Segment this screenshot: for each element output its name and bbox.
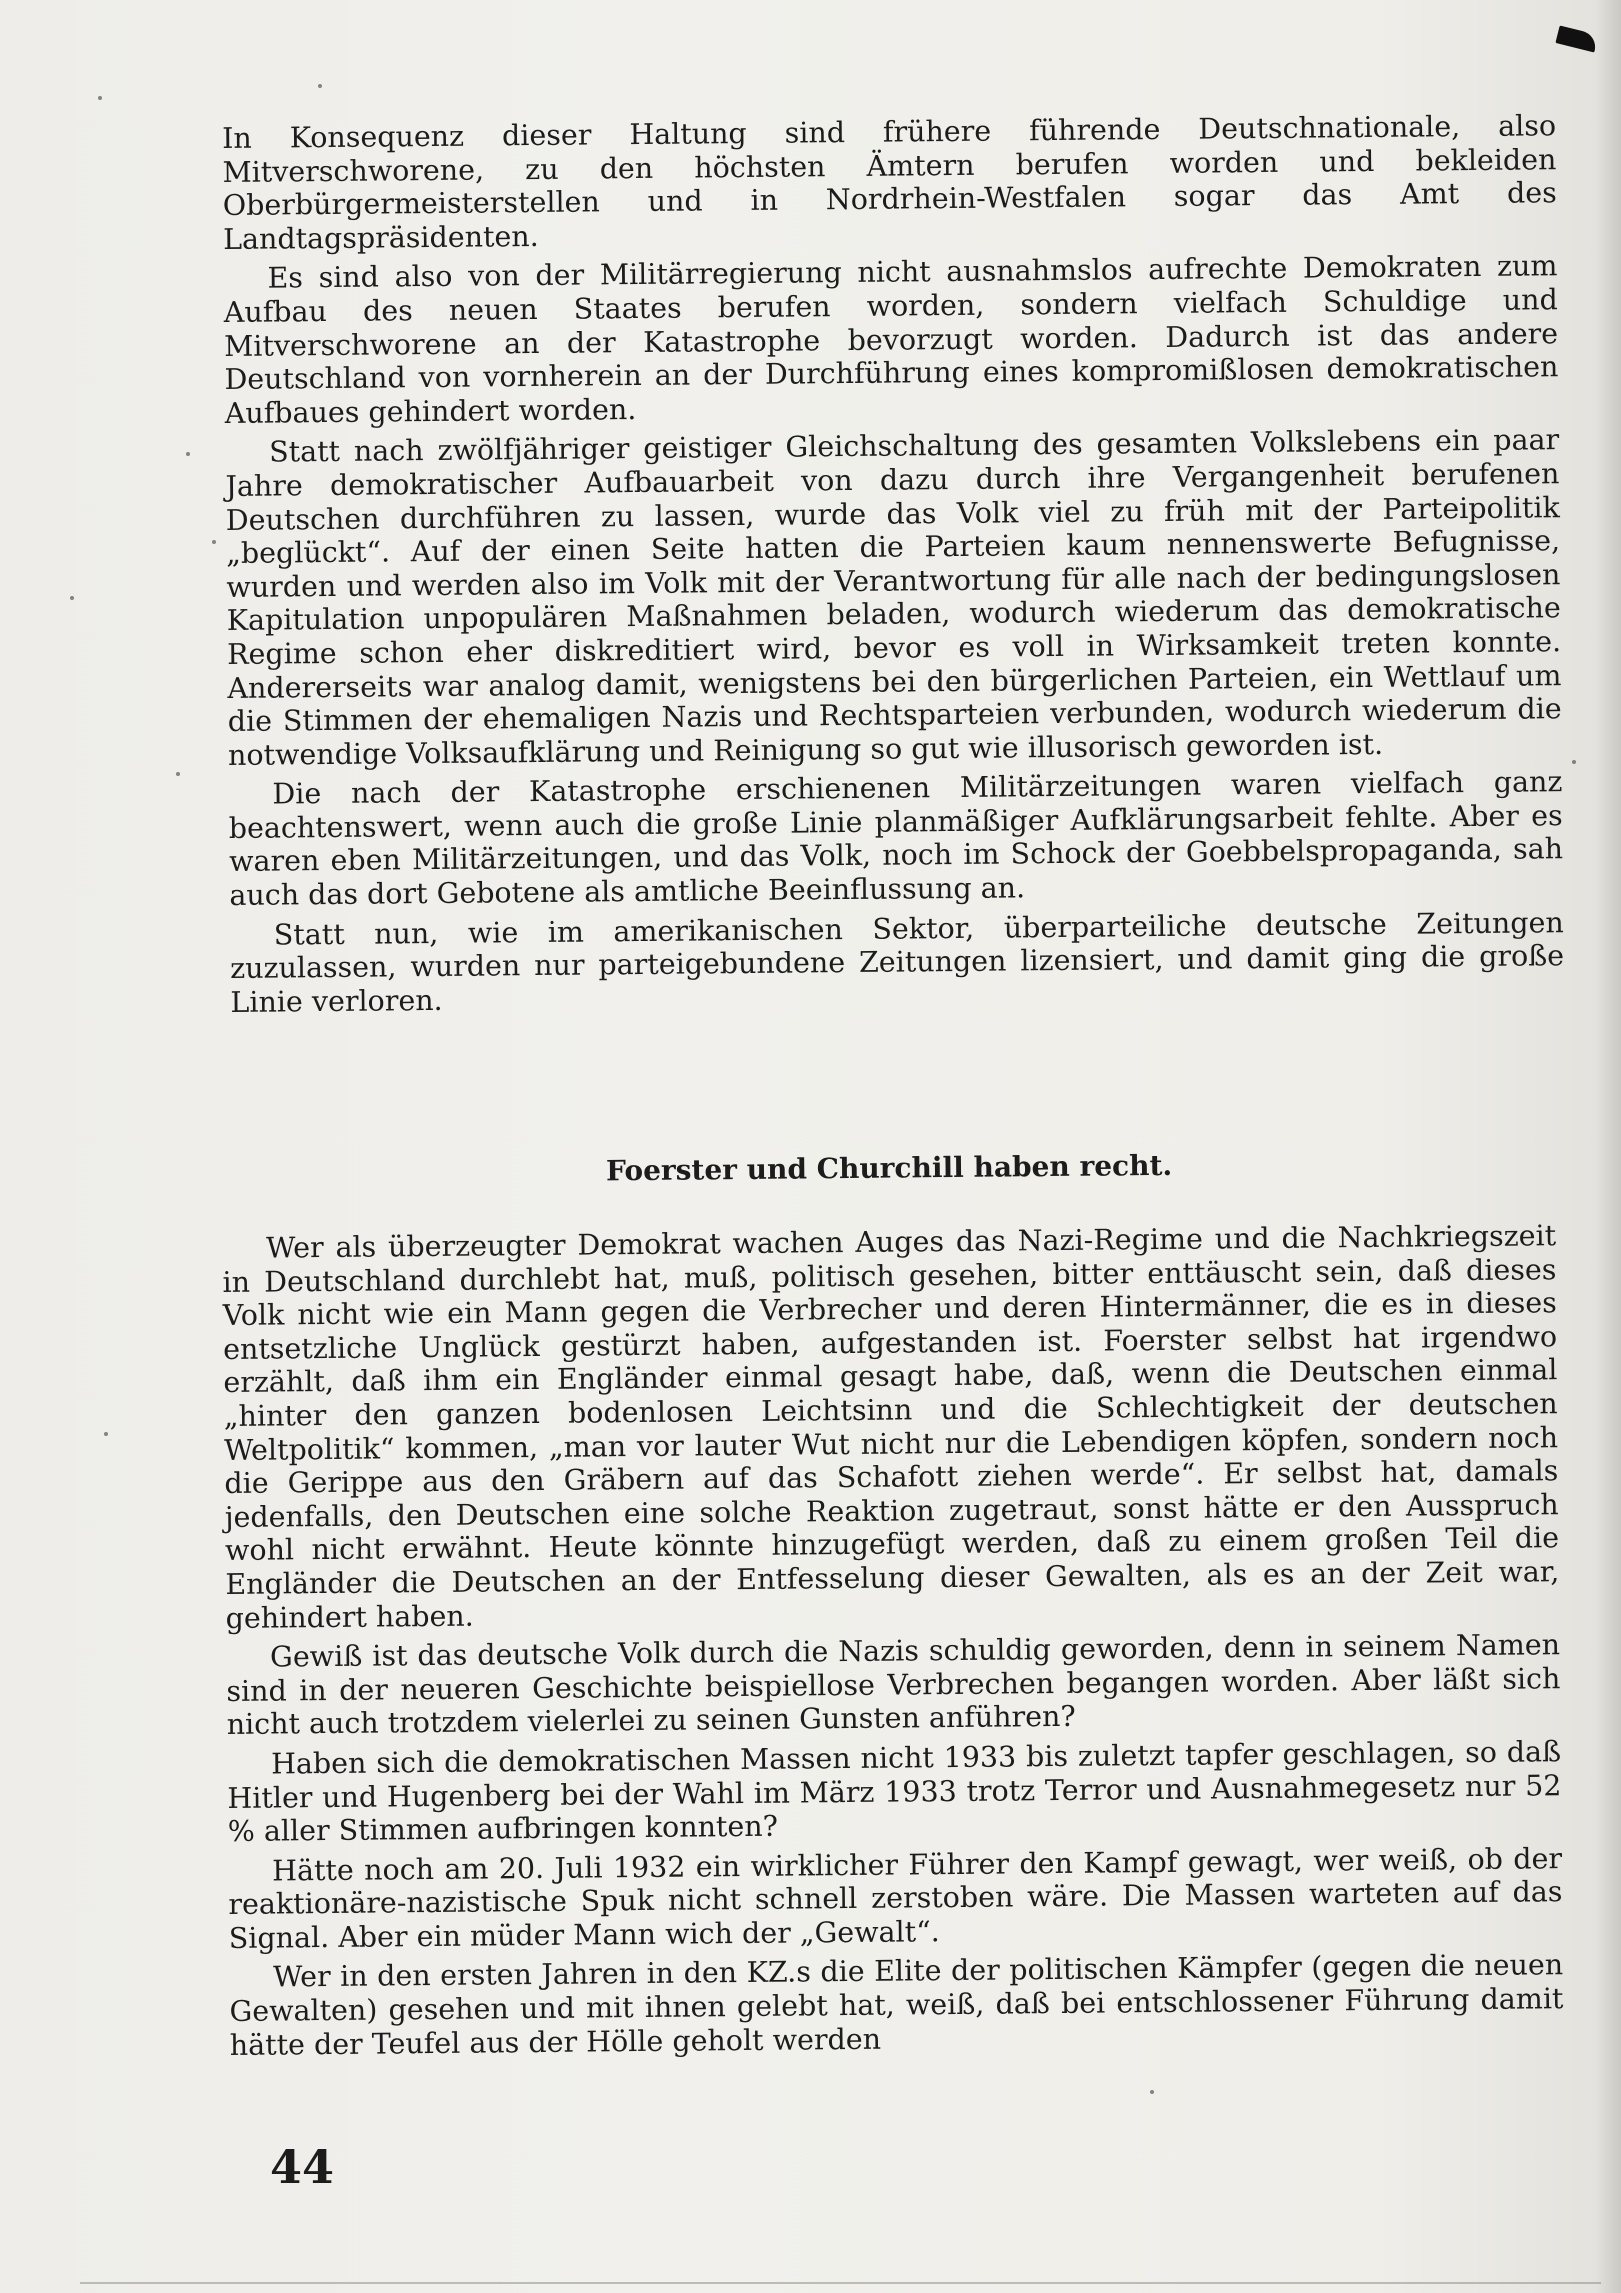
page-bottom-edge: [80, 2282, 1601, 2284]
paragraph: Die nach der Katastrophe erschienenen Militärzeitungen waren vielfach ganz beachtenswert, wenn auch die große Linie planmäßiger Aufklärungsarbeit fehlte. Aber es waren eben Militärzeitungen, und das Volk, noch im Schock der Goebbelspropaganda, sah auch das dort Gebotene als amtliche Beeinflussung an.: [228, 765, 1564, 913]
dust-speck: [70, 596, 74, 600]
dust-speck: [212, 540, 216, 544]
paragraph: Es sind also von der Militärregierung nicht ausnahmslos aufrechte Demokraten zum Aufbau des neuen Staates berufen worden, sondern vielfach Schuldige und Mitverschworene an der Katastrophe bevorzugt worden. Dadurch ist das andere Deutschland von vornherein an der Durchführung eines kompromißlosen demokratischen Aufbaues gehindert worden.: [223, 249, 1559, 430]
paragraph: Haben sich die demokratischen Massen nicht 1933 bis zuletzt tapfer geschlagen, so daß Hitler und Hugenberg bei der Wahl im März 1933 trotz Terror und Ausnahmegesetz nur 52 % aller Stimmen aufbringen konnten?: [227, 1735, 1562, 1849]
paragraph: Statt nach zwölfjähriger geistiger Gleichschaltung des gesamten Volkslebens ein paar Jahre demokratischer Aufbauarbeit von dazu durch ihre Vergangenheit berufenen Deutschen durchführen zu lassen, wurde das Volk viel zu früh mit der Parteipolitik „beglückt“. Auf der einen Seite hatten die Parteien kaum nennenswerte Befugnisse, wurden und werden also im Volk mit der Verantwortung für alle nach der bedingungslosen Kapitulation unpopulären Maßnahmen beladen, wodurch wiederum das demokratische Regime schon eher diskreditiert wird, bevor es voll in Wirksamkeit treten konnte. Andererseits war analog damit, wenigstens bei den bürgerlichen Parteien, ein Wettlauf um die Stimmen der ehemaligen Nazis und Rechtsparteien verbunden, wodurch wiederum die notwendige Volksaufklärung und Reinigung so gut wie illusorisch geworden ist.: [225, 423, 1562, 772]
text-section-1: [222, 109, 1565, 1025]
page-number: 44: [270, 2140, 335, 2194]
paragraph: Wer als überzeugter Demokrat wachen Auges das Nazi-Regime und die Nachkriegszeit in Deutschland durchlebt hat, muß, politisch gesehen, bitter enttäuscht sein, daß dieses Volk nicht wie ein Mann gegen die Verbrecher und deren Hintermänner, die es in dieses entsetzliche Unglück gestürzt haben, aufgestanden ist. Foerster selbst hat irgendwo erzählt, daß ihm ein Engländer einmal gesagt habe, daß, wenn die Deutschen einmal „hinter den ganzen bodenlosen Leichtsinn und die Schlechtigkeit der deutschen Weltpolitik“ kommen, „man vor lauter Wut nicht nur die Lebendigen köpfen, sondern noch die Gerippe aus den Gräbern auf das Schafott ziehen werde“. Er selbst hat, damals jedenfalls, den Deutschen eine solche Reaktion zugetraut, sonst hätte er den Ausspruch wohl nicht erwähnt. Heute könnte hinzugefügt werden, daß zu einem großen Teil die Engländer die Deutschen an der Entfesselung dieser Gewalten, als es an der Zeit war, gehindert haben.: [222, 1219, 1560, 1635]
paragraph: In Konsequenz dieser Haltung sind frühere führende Deutschnationale, also Mitverschworene, zu den höchsten Ämtern berufen worden und bekleiden Oberbürgermeisterstellen und in Nordrhein-Westfalen sogar das Amt des Landtagspräsidenten.: [222, 109, 1557, 256]
dust-speck: [1150, 2090, 1154, 2094]
paragraph: Gewiß ist das deutsche Volk durch die Nazis schuldig geworden, denn in seinem Namen sind in der neueren Geschichte beispiellose Verbrechen begangen worden. Aber läßt sich nicht auch trotzdem vielerlei zu seinen Gunsten anführen?: [226, 1628, 1561, 1742]
dust-speck: [318, 84, 322, 88]
paragraph: Wer in den ersten Jahren in den KZ.s die Elite der politischen Kämpfer (gegen die neuen Gewalten) gesehen und mit ihnen gelebt hat, weiß, daß bei entschlossener Führung damit hätte der Teufel aus der Hölle geholt werden: [229, 1948, 1564, 2062]
ink-mark: [1555, 25, 1598, 52]
paragraph: Hätte noch am 20. Juli 1932 ein wirklicher Führer den Kampf gewagt, wer weiß, ob der reaktionäre-nazistische Spuk nicht schnell zerstoben wäre. Die Massen warteten auf das Signal. Aber ein müder Mann wich der „Gewalt“.: [228, 1841, 1563, 1955]
page-edge-shadow: [1595, 0, 1621, 2293]
dust-speck: [98, 96, 102, 100]
section-heading: Foerster und Churchill haben recht.: [605, 1148, 1173, 1188]
dust-speck: [1572, 760, 1576, 764]
dust-speck: [176, 772, 180, 776]
dust-speck: [104, 1432, 108, 1436]
dust-speck: [186, 452, 190, 456]
paragraph: Statt nun, wie im amerikanischen Sektor, überparteiliche deutsche Zeitungen zuzulassen, wurden nur parteigebundene Zeitungen lizensiert, und damit ging die große Linie verloren.: [229, 905, 1565, 1019]
text-section-2: [222, 1219, 1564, 2068]
